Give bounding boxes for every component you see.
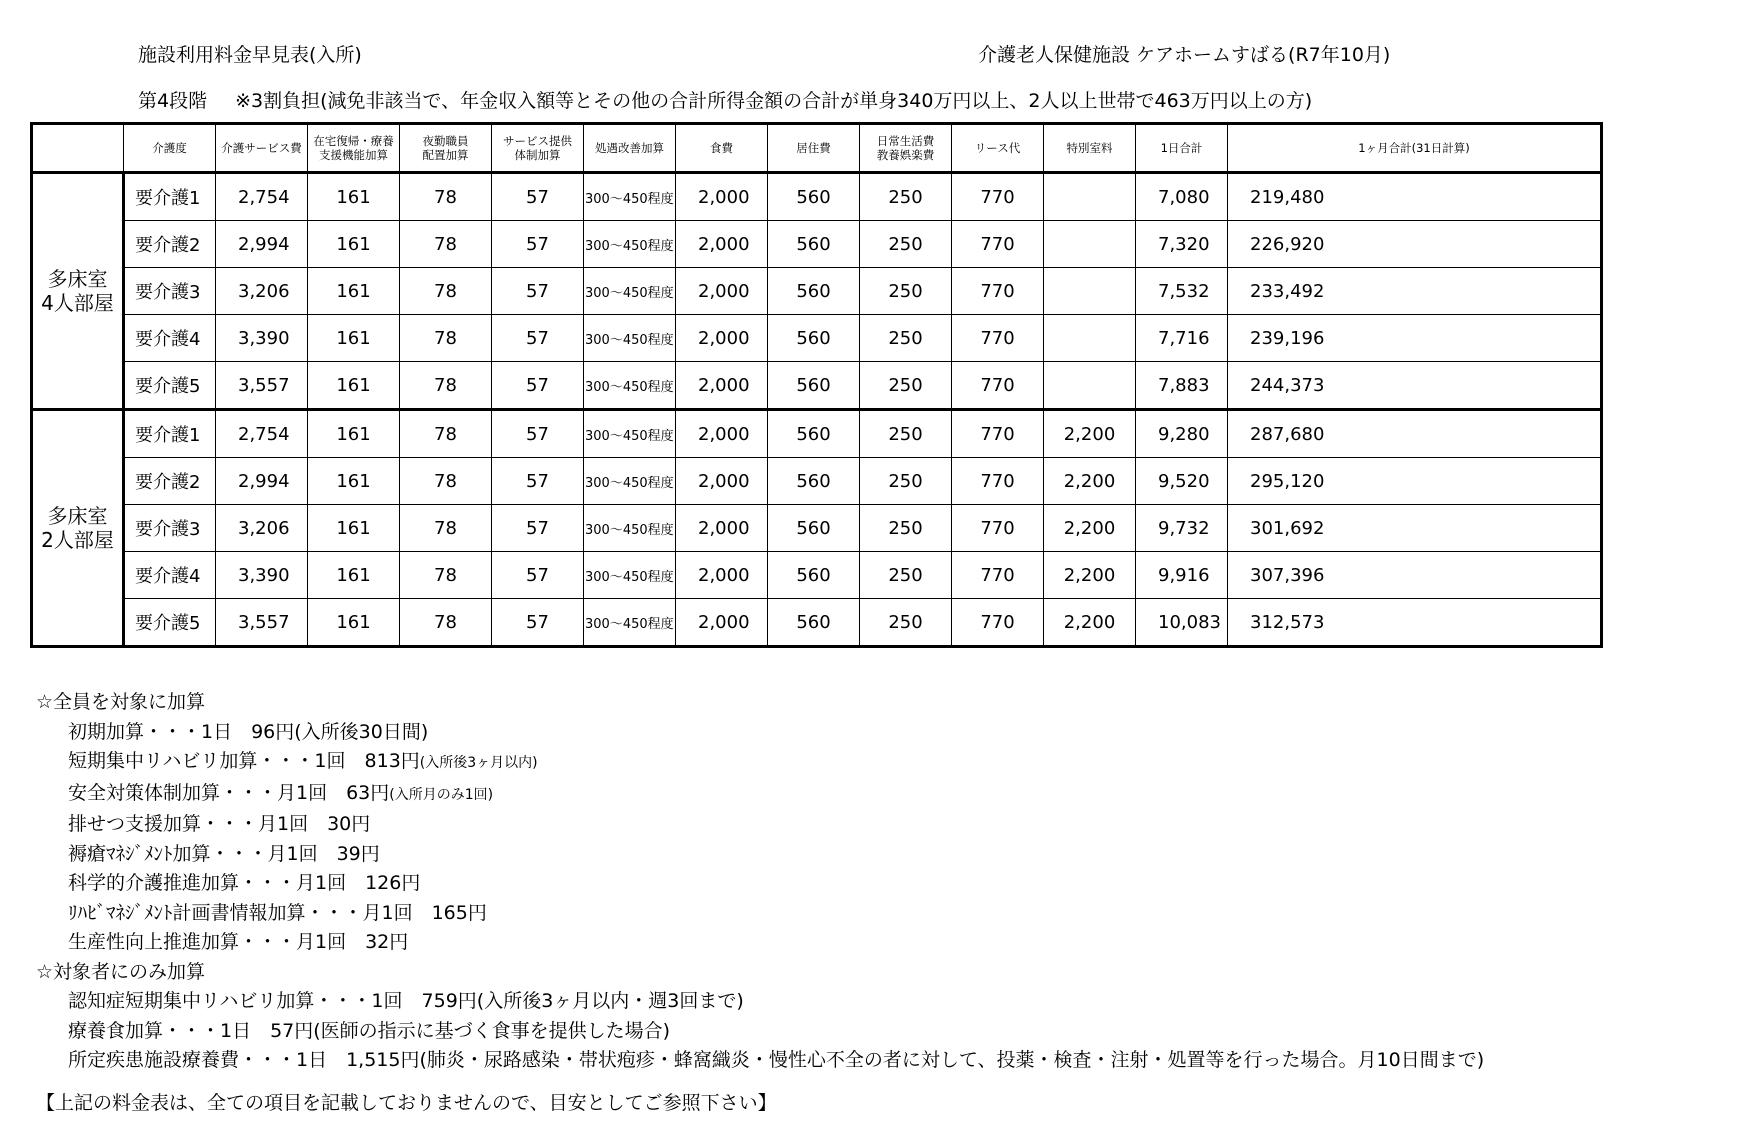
table-cell: 161 bbox=[308, 173, 400, 221]
table-cell: 307,396 bbox=[1228, 552, 1602, 599]
surcharge-item bbox=[36, 928, 1484, 958]
table-cell: 2,000 bbox=[676, 410, 768, 458]
table-cell: 78 bbox=[400, 599, 492, 647]
table-cell: 161 bbox=[308, 599, 400, 647]
table-cell: 300～450程度 bbox=[584, 505, 676, 552]
table-cell: 78 bbox=[400, 552, 492, 599]
table-cell: 770 bbox=[952, 552, 1044, 599]
surcharge-text: 生産性向上推進加算・・・月1回 32円 bbox=[68, 931, 409, 953]
blank-header bbox=[32, 124, 124, 173]
table-cell: 7,883 bbox=[1136, 362, 1228, 410]
room-type-cell: 多床室 2人部屋 bbox=[32, 410, 124, 647]
table-cell: 300～450程度 bbox=[584, 268, 676, 315]
table-cell: 7,080 bbox=[1136, 173, 1228, 221]
table-cell: 2,000 bbox=[676, 362, 768, 410]
surcharge-text: ☆対象者にのみ加算 bbox=[36, 960, 206, 983]
treatment-improvement-header: 処遇改善加算 bbox=[584, 124, 676, 173]
table-cell: 300～450程度 bbox=[584, 458, 676, 505]
table-cell: 2,200 bbox=[1044, 458, 1136, 505]
surcharge-item bbox=[36, 747, 1484, 779]
table-cell: 要介護5 bbox=[124, 362, 216, 410]
table-cell bbox=[1044, 221, 1136, 268]
table-cell: 78 bbox=[400, 315, 492, 362]
table-cell: 770 bbox=[952, 410, 1044, 458]
table-row bbox=[32, 221, 1602, 268]
table-cell: 250 bbox=[860, 458, 952, 505]
table-cell: 2,000 bbox=[676, 268, 768, 315]
table-cell: 78 bbox=[400, 362, 492, 410]
table-header-row bbox=[32, 124, 1602, 173]
table-cell: 要介護2 bbox=[124, 458, 216, 505]
table-cell: 250 bbox=[860, 268, 952, 315]
surcharge-item bbox=[36, 779, 1484, 811]
table-cell: 2,000 bbox=[676, 221, 768, 268]
page-title: 施設利用料金早見表(入所) bbox=[138, 44, 362, 66]
table-cell: 3,390 bbox=[216, 315, 308, 362]
table-cell: 78 bbox=[400, 173, 492, 221]
table-cell: 560 bbox=[768, 221, 860, 268]
surcharge-text: 安全対策体制加算・・・月1回 63円 bbox=[68, 781, 390, 804]
table-cell: 3,557 bbox=[216, 362, 308, 410]
table-cell: 770 bbox=[952, 362, 1044, 410]
table-cell: 57 bbox=[492, 458, 584, 505]
table-cell: 161 bbox=[308, 221, 400, 268]
surcharge-item bbox=[36, 869, 1484, 899]
meal-fee-header: 食費 bbox=[676, 124, 768, 173]
table-cell: 要介護1 bbox=[124, 410, 216, 458]
table-cell: 57 bbox=[492, 173, 584, 221]
table-cell: 9,916 bbox=[1136, 552, 1228, 599]
table-cell: 301,692 bbox=[1228, 505, 1602, 552]
table-cell: 2,200 bbox=[1044, 552, 1136, 599]
table-cell: 161 bbox=[308, 315, 400, 362]
table-cell: 7,532 bbox=[1136, 268, 1228, 315]
table-row bbox=[32, 458, 1602, 505]
table-cell: 287,680 bbox=[1228, 410, 1602, 458]
table-cell: 770 bbox=[952, 505, 1044, 552]
table-cell: 250 bbox=[860, 173, 952, 221]
stage-line bbox=[138, 86, 1312, 113]
table-cell: 10,083 bbox=[1136, 599, 1228, 647]
table-cell: 161 bbox=[308, 410, 400, 458]
table-cell: 233,492 bbox=[1228, 268, 1602, 315]
care-service-fee-header: 介護サービス費 bbox=[216, 124, 308, 173]
table-cell: 要介護4 bbox=[124, 315, 216, 362]
residence-fee-header: 居住費 bbox=[768, 124, 860, 173]
table-cell: 560 bbox=[768, 505, 860, 552]
surcharge-text: 短期集中リハビリ加算・・・1回 813円 bbox=[68, 750, 420, 772]
table-cell: 要介護1 bbox=[124, 173, 216, 221]
surcharge-item bbox=[36, 718, 1484, 748]
table-cell: 78 bbox=[400, 458, 492, 505]
table-cell: 239,196 bbox=[1228, 315, 1602, 362]
table-cell: 250 bbox=[860, 505, 952, 552]
table-cell: 57 bbox=[492, 599, 584, 647]
table-cell: 300～450程度 bbox=[584, 362, 676, 410]
table-cell: 7,716 bbox=[1136, 315, 1228, 362]
surcharge-text: ﾘﾊﾋﾞﾏﾈｼﾞﾒﾝﾄ計画書情報加算・・・月1回 165円 bbox=[68, 901, 487, 924]
table-cell: 300～450程度 bbox=[584, 552, 676, 599]
table-cell: 57 bbox=[492, 268, 584, 315]
table-cell: 2,200 bbox=[1044, 599, 1136, 647]
table-cell: 250 bbox=[860, 362, 952, 410]
surcharge-text: 科学的介護推進加算・・・月1回 126円 bbox=[68, 872, 421, 894]
table-row bbox=[32, 362, 1602, 410]
table-cell: 770 bbox=[952, 599, 1044, 647]
surcharge-text: 所定疾患施設療養費・・・1日 1,515円(肺炎・尿路感染・帯状疱疹・蜂窩織炎・慢性心不全の者に対して、投薬・検査・注射・処置等を行った場合。月10日間まで) bbox=[68, 1049, 1485, 1071]
table-cell: 要介護3 bbox=[124, 268, 216, 315]
table-cell: 2,994 bbox=[216, 458, 308, 505]
table-cell bbox=[1044, 173, 1136, 221]
table-cell: 770 bbox=[952, 221, 1044, 268]
table-cell: 161 bbox=[308, 268, 400, 315]
surcharge-section-heading bbox=[36, 688, 1484, 718]
table-cell: 要介護3 bbox=[124, 505, 216, 552]
surcharge-item bbox=[36, 840, 1484, 870]
surcharge-subnote: (入所後3ヶ月以内) bbox=[419, 755, 538, 771]
table-cell: 要介護2 bbox=[124, 221, 216, 268]
table-cell: 3,557 bbox=[216, 599, 308, 647]
table-cell: 161 bbox=[308, 552, 400, 599]
table-cell: 560 bbox=[768, 315, 860, 362]
table-cell: 2,200 bbox=[1044, 410, 1136, 458]
table-row bbox=[32, 410, 1602, 458]
table-cell: 770 bbox=[952, 173, 1044, 221]
table-cell: 2,994 bbox=[216, 221, 308, 268]
fee-table bbox=[30, 122, 1603, 648]
table-cell: 57 bbox=[492, 362, 584, 410]
table-cell: 57 bbox=[492, 552, 584, 599]
facility-name: 介護老人保健施設 ケアホームすばる(R7年10月) bbox=[978, 44, 1391, 66]
footer-note: 【上記の料金表は、全ての項目を記載しておりませんので、目安としてご参照下さい】 bbox=[36, 1092, 777, 1114]
table-cell: 78 bbox=[400, 410, 492, 458]
table-cell: 2,000 bbox=[676, 173, 768, 221]
table-cell: 57 bbox=[492, 410, 584, 458]
table-cell: 560 bbox=[768, 552, 860, 599]
surcharge-text: 褥瘡ﾏﾈｼﾞﾒﾝﾄ加算・・・月1回 39円 bbox=[68, 842, 380, 865]
lease-fee-header: リース代 bbox=[952, 124, 1044, 173]
table-cell: 219,480 bbox=[1228, 173, 1602, 221]
room-type-cell: 多床室 4人部屋 bbox=[32, 173, 124, 410]
table-cell: 770 bbox=[952, 315, 1044, 362]
table-cell: 57 bbox=[492, 221, 584, 268]
table-cell: 78 bbox=[400, 268, 492, 315]
daily-life-fee-header: 日常生活費 教養娯楽費 bbox=[860, 124, 952, 173]
care-level-header: 介護度 bbox=[124, 124, 216, 173]
service-system-header: サービス提供 体制加算 bbox=[492, 124, 584, 173]
table-cell: 560 bbox=[768, 410, 860, 458]
table-cell: 250 bbox=[860, 410, 952, 458]
table-cell: 7,320 bbox=[1136, 221, 1228, 268]
table-row bbox=[32, 599, 1602, 647]
table-cell: 226,920 bbox=[1228, 221, 1602, 268]
table-row bbox=[32, 268, 1602, 315]
table-cell: 9,520 bbox=[1136, 458, 1228, 505]
table-cell: 250 bbox=[860, 221, 952, 268]
table-cell: 300～450程度 bbox=[584, 221, 676, 268]
surcharge-subnote: (入所月のみ1回) bbox=[389, 786, 494, 803]
table-cell bbox=[1044, 268, 1136, 315]
stage-label: 第4段階 bbox=[138, 90, 208, 112]
table-cell: 560 bbox=[768, 458, 860, 505]
table-cell: 2,000 bbox=[676, 552, 768, 599]
table-cell: 3,206 bbox=[216, 268, 308, 315]
table-row bbox=[32, 173, 1602, 221]
table-cell: 2,000 bbox=[676, 315, 768, 362]
table-cell: 560 bbox=[768, 599, 860, 647]
table-cell bbox=[1044, 315, 1136, 362]
table-cell: 2,200 bbox=[1044, 505, 1136, 552]
table-cell: 161 bbox=[308, 505, 400, 552]
table-cell: 560 bbox=[768, 173, 860, 221]
table-cell: 3,390 bbox=[216, 552, 308, 599]
table-cell: 161 bbox=[308, 458, 400, 505]
table-cell: 2,000 bbox=[676, 599, 768, 647]
table-row bbox=[32, 505, 1602, 552]
table-cell: 300～450程度 bbox=[584, 173, 676, 221]
table-cell: 3,206 bbox=[216, 505, 308, 552]
surcharge-text: 排せつ支援加算・・・月1回 30円 bbox=[68, 813, 371, 835]
table-cell: 770 bbox=[952, 458, 1044, 505]
table-cell: 250 bbox=[860, 315, 952, 362]
table-cell: 560 bbox=[768, 268, 860, 315]
table-cell: 250 bbox=[860, 552, 952, 599]
surcharge-text: 療養食加算・・・1日 57円(医師の指示に基づく食事を提供した場合) bbox=[68, 1019, 671, 1042]
table-cell: 2,000 bbox=[676, 458, 768, 505]
table-cell: 300～450程度 bbox=[584, 410, 676, 458]
surcharge-text: 初期加算・・・1日 96円(入所後30日間) bbox=[68, 720, 429, 743]
table-cell: 9,280 bbox=[1136, 410, 1228, 458]
stage-note: ※3割負担(減免非該当で、年金収入額等とその他の合計所得金額の合計が単身340万円以上、2人以上世帯で463万円以上の方) bbox=[235, 90, 1313, 112]
table-cell: 57 bbox=[492, 315, 584, 362]
table-cell: 9,732 bbox=[1136, 505, 1228, 552]
table-cell: 78 bbox=[400, 221, 492, 268]
table-cell: 要介護4 bbox=[124, 552, 216, 599]
table-cell: 560 bbox=[768, 362, 860, 410]
surcharge-item bbox=[36, 1046, 1484, 1076]
home-return-support-header: 在宅復帰・療養 支援機能加算 bbox=[308, 124, 400, 173]
table-cell: 250 bbox=[860, 599, 952, 647]
surcharge-text: ☆全員を対象に加算 bbox=[36, 691, 206, 713]
table-cell bbox=[1044, 362, 1136, 410]
table-cell: 770 bbox=[952, 268, 1044, 315]
table-cell: 295,120 bbox=[1228, 458, 1602, 505]
table-row bbox=[32, 315, 1602, 362]
table-cell: 2,000 bbox=[676, 505, 768, 552]
daily-total-header: 1日合計 bbox=[1136, 124, 1228, 173]
table-cell: 244,373 bbox=[1228, 362, 1602, 410]
table-cell: 312,573 bbox=[1228, 599, 1602, 647]
table-cell: 2,754 bbox=[216, 410, 308, 458]
table-cell: 300～450程度 bbox=[584, 315, 676, 362]
table-cell: 300～450程度 bbox=[584, 599, 676, 647]
table-row bbox=[32, 552, 1602, 599]
table-cell: 57 bbox=[492, 505, 584, 552]
surcharge-item bbox=[36, 987, 1484, 1017]
monthly-total-header: 1ヶ月合計(31日計算) bbox=[1228, 124, 1602, 173]
table-cell: 2,754 bbox=[216, 173, 308, 221]
surcharge-section-heading bbox=[36, 958, 1484, 988]
table-cell: 78 bbox=[400, 505, 492, 552]
surcharge-item bbox=[36, 1017, 1484, 1047]
table-cell: 161 bbox=[308, 362, 400, 410]
surcharge-item bbox=[36, 810, 1484, 840]
night-staff-header: 夜勤職員 配置加算 bbox=[400, 124, 492, 173]
special-room-fee-header: 特別室料 bbox=[1044, 124, 1136, 173]
table-cell: 要介護5 bbox=[124, 599, 216, 647]
surcharge-item bbox=[36, 899, 1484, 929]
surcharge-text: 認知症短期集中リハビリ加算・・・1回 759円(入所後3ヶ月以内・週3回まで) bbox=[68, 990, 744, 1012]
surcharge-notes bbox=[36, 688, 1484, 1076]
